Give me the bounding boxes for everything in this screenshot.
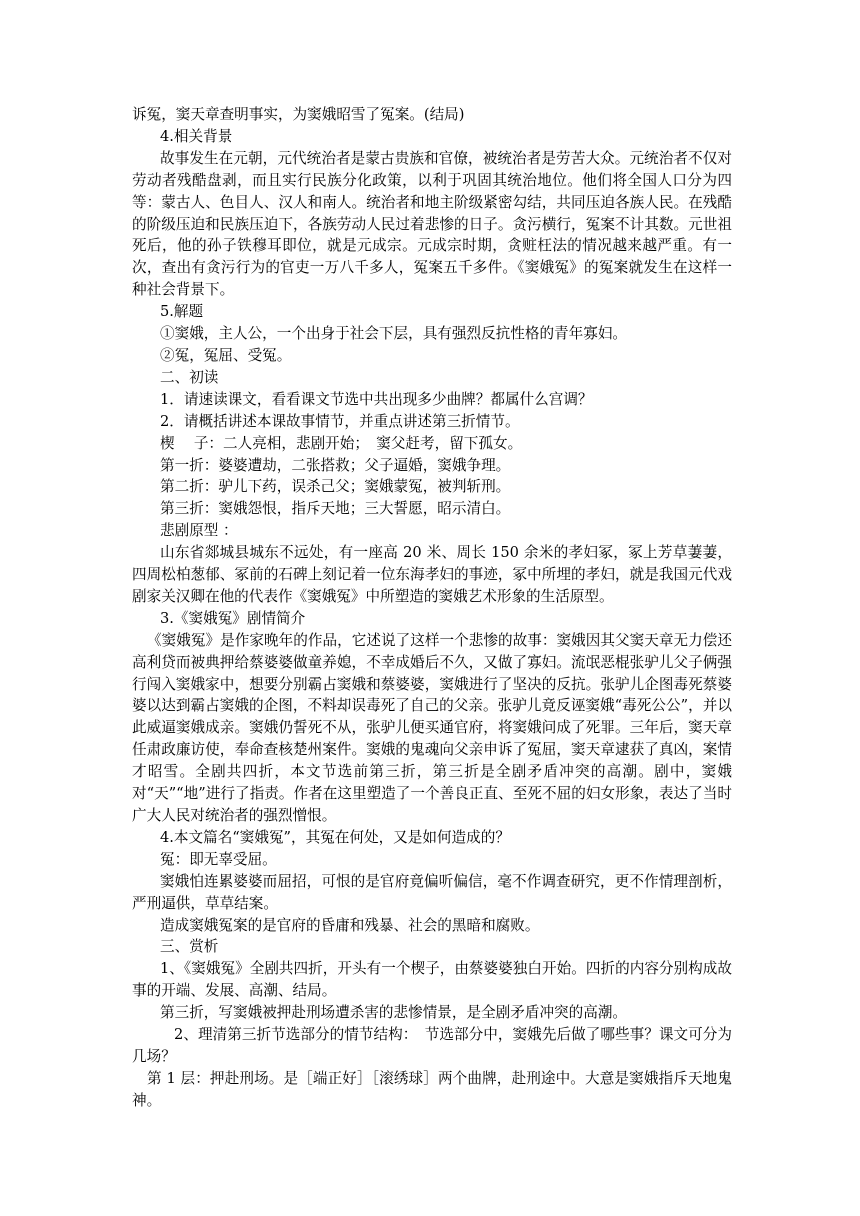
paragraph-tragedy-prototype: 山东省郯城县城东不远处，有一座高 20 米、周长 150 余米的孝妇冢，冢上芳草萋萋，四周松柏葱郁、冢前的石碑上刻记着一位东海孝妇的事迹，冢中所埋的孝妇，就是我国元代戏剧家关汉卿在他的代表作《窦娥冤》中所塑造的窦娥艺术形象的生活原型。 bbox=[132, 544, 732, 605]
paragraph-title-point-1: ①窦娥，主人公，一个出身于社会下层，具有强烈反抗性格的青年寡妇。 bbox=[160, 325, 628, 343]
paragraph-background: 故事发生在元朝，元代统治者是蒙古贵族和官僚，被统治者是劳苦大众。元统治者不仅对劳动者残酷盘剥，而且实行民族分化政策，以利于巩固其统治地位。他们将全国人口分为四等：蒙古人、色目人、汉人和南人。统治者和地主阶级紧密勾结，共同压迫各族人民。在残酷的阶级压迫和民族压迫下，各族劳动人民过着悲惨的日子。贪污横行，冤案不计其数。元世祖死后，他的孙子铁穆耳即位，就是元成宗。元成宗时期，贪赃枉法的情况越来越严重。有一次，查出有贪污行为的官吏一万八千多人，冤案五千多件。《窦娥冤》的冤案就发生在这样一种社会背景下。 bbox=[132, 149, 732, 299]
heading-plot-summary: 3.《窦娥冤》剧情简介 bbox=[160, 609, 306, 627]
plot-act-2: 第二折：驴儿下药，误杀己父；窦娥蒙冤，被判斩刑。 bbox=[160, 478, 511, 496]
heading-appreciation: 三、赏析 bbox=[160, 938, 219, 956]
appreciation-point-2: 2、理清第三折节选部分的情节结构： 节选部分中，窦娥先后做了哪些事？课文可分为几场？ bbox=[132, 1026, 732, 1065]
heading-first-reading: 二、初读 bbox=[160, 368, 219, 386]
question-1: 1．请速读课文，看看课文节选中共出现多少曲牌？都属什么宫调？ bbox=[160, 390, 593, 408]
heading-tragedy-prototype: 悲剧原型 ： bbox=[160, 522, 238, 540]
paragraph-plot-summary: 《窦娥冤》是作家晚年的作品，它述说了这样一个悲惨的故事：窦娥因其父窦天章无力偿还高利贷而被典押给蔡婆婆做童养媳，不幸成婚后不久，又做了寡妇。流氓恶棍张驴儿父子俩强行闯入窦娥家中，想要分别霸占窦娥和蔡婆婆，窦娥进行了坚决的反抗。张驴儿企图毒死蔡婆婆以达到霸占窦娥的企图，不料却误毒死了自己的父亲。张驴儿竟反诬窦娥“毒死公公”，并以此威逼窦娥成亲。窦娥仍誓死不从，张驴儿便买通官府，将窦娥问成了死罪。三年后，窦天章任肃政廉访使，奉命查核楚州案件。窦娥的鬼魂向父亲申诉了冤屈，窦天章逮获了真凶，案情才昭雪。全剧共四折，本文节选前第三折，第三折是全剧矛盾冲突的高潮。剧中，窦娥对“天”“地”进行了指责。作者在这里塑造了一个善良正直、至死不屈的妇女形象，表达了当时广大人民对统治者的强烈憎恨。 bbox=[132, 631, 732, 824]
appreciation-point-1: 1、《窦娥冤》全剧共四折，开头有一个楔子，由蔡婆婆独白开始。四折的内容分别构成故事的开端、发展、高潮、结局。 bbox=[132, 960, 732, 1000]
question-2: 2．请概括讲述本课故事情节，并重点讲述第三折情节。 bbox=[160, 412, 520, 430]
plot-prologue: 楔 子：二人亮相，悲剧开始； 窦父赶考，留下孤女。 bbox=[160, 434, 523, 452]
appreciation-layer-1: 第 1 层：押赴刑场。是［端正好］［滚绣球］两个曲牌，赴刑途中。大意是窦娥指斥天地鬼神。 bbox=[132, 1069, 732, 1109]
answer-injustice-reason: 窦娥怕连累婆婆而屈招，可恨的是官府竟偏听偏信，毫不作调查研究，更不作情理剖析，严刑逼供，草草结案。 bbox=[132, 872, 732, 912]
paragraph-story-ending: 诉冤，窦天章查明事实，为窦娥昭雪了冤案。(结局) bbox=[132, 106, 465, 123]
answer-injustice-definition: 冤：即无辜受屈。 bbox=[160, 850, 277, 868]
appreciation-act-3: 第三折，写窦娥被押赴刑场遭杀害的悲惨情景，是全剧矛盾冲突的高潮。 bbox=[160, 1004, 628, 1022]
answer-injustice-cause: 造成窦娥冤案的是官府的昏庸和残暴、社会的黑暗和腐败。 bbox=[160, 916, 540, 934]
question-title-injustice: 4.本文篇名“窦娥冤”，其冤在何处，又是如何造成的？ bbox=[160, 828, 510, 846]
plot-act-1: 第一折：婆婆遭劫，二张搭救；父子逼婚，窦娥争理。 bbox=[160, 456, 511, 474]
paragraph-title-point-2: ②冤，冤屈、受冤。 bbox=[160, 346, 292, 364]
heading-background: 4.相关背景 bbox=[160, 127, 233, 145]
heading-title-explanation: 5.解题 bbox=[160, 303, 204, 321]
plot-act-3: 第三折：窦娥怨恨，指斥天地；三大誓愿，昭示清白。 bbox=[160, 500, 511, 518]
document-page bbox=[132, 104, 732, 1112]
